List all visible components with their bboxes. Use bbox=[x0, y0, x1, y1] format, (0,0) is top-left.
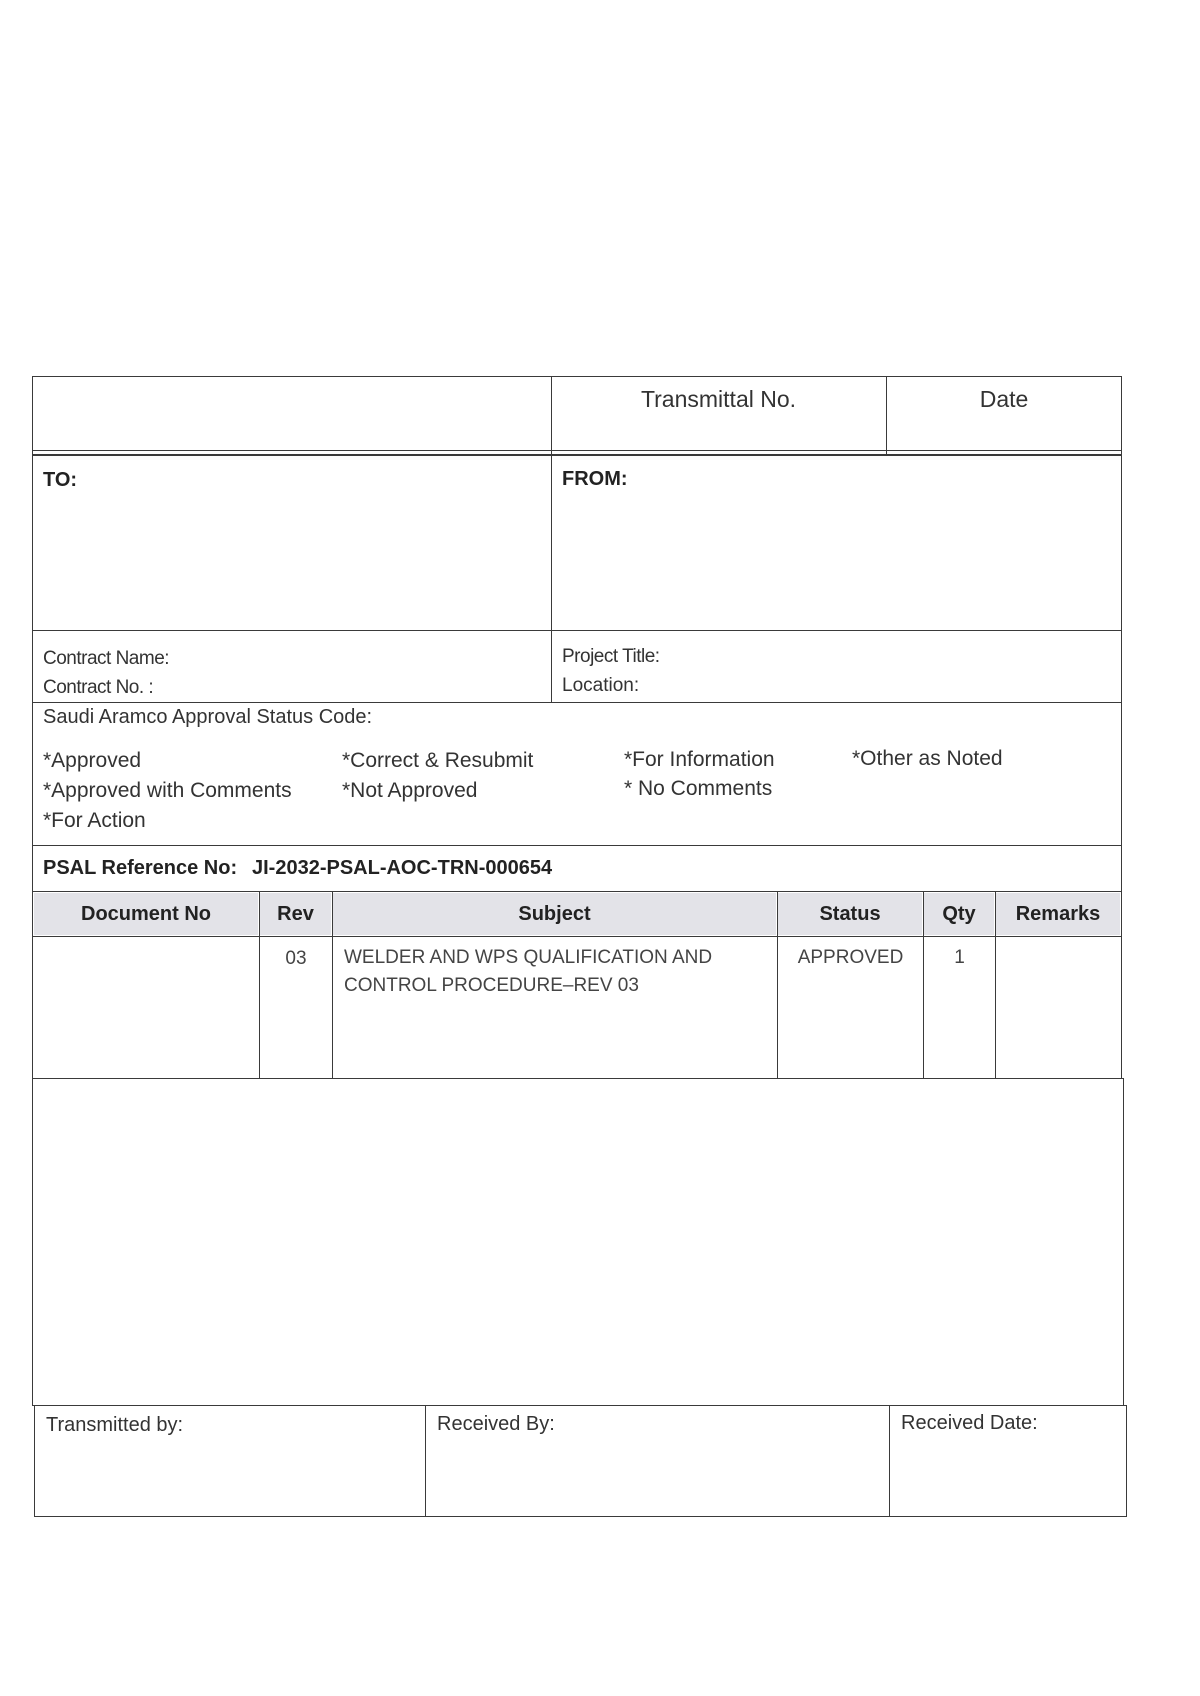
status-code-other-as-noted: *Other as Noted bbox=[852, 747, 1003, 770]
transmittal-no-label: Transmittal No. bbox=[640, 386, 797, 412]
status-code-title: Saudi Aramco Approval Status Code: bbox=[43, 706, 373, 728]
status-code-for-action: *For Action bbox=[43, 809, 146, 832]
status-code-not-approved: *Not Approved bbox=[342, 779, 478, 802]
received-date-label: Received Date: bbox=[901, 1412, 1038, 1434]
contract-name-label: Contract Name: bbox=[43, 648, 170, 669]
status-code-no-comments: * No Comments bbox=[624, 777, 773, 800]
col-header-rev: Rev bbox=[260, 893, 331, 935]
status-code-approved: *Approved bbox=[43, 749, 142, 772]
transmittal-form bbox=[32, 376, 1122, 1516]
location-label: Location: bbox=[562, 675, 640, 696]
cell-status: APPROVED bbox=[797, 947, 904, 968]
date-label: Date bbox=[979, 386, 1029, 412]
received-by-label: Received By: bbox=[437, 1413, 555, 1435]
cell-qty: 1 bbox=[954, 947, 965, 968]
transmitted-by-label: Transmitted by: bbox=[46, 1414, 184, 1436]
contract-no-label: Contract No. : bbox=[43, 677, 154, 698]
from-label: FROM: bbox=[562, 468, 628, 490]
psal-reference-label: PSAL Reference No: bbox=[43, 857, 238, 879]
col-header-status: Status bbox=[778, 893, 922, 935]
col-header-remarks: Remarks bbox=[996, 893, 1120, 935]
status-code-approved-with-comments: *Approved with Comments bbox=[43, 779, 292, 802]
cell-subject-line-1: WELDER AND WPS QUALIFICATION AND bbox=[344, 947, 713, 968]
status-code-correct-resubmit: *Correct & Resubmit bbox=[342, 749, 534, 772]
col-header-qty: Qty bbox=[924, 893, 994, 935]
to-label: TO: bbox=[43, 469, 78, 491]
col-header-subject: Subject bbox=[333, 893, 776, 935]
status-code-for-information: *For Information bbox=[624, 748, 775, 771]
cell-subject-line-2: CONTROL PROCEDURE–REV 03 bbox=[344, 975, 639, 996]
blank-content-area bbox=[32, 1078, 1124, 1406]
project-title-label: Project Title: bbox=[562, 646, 660, 667]
cell-rev: 03 bbox=[285, 948, 307, 969]
col-header-document-no: Document No bbox=[34, 893, 258, 935]
psal-reference-value: JI-2032-PSAL-AOC-TRN-000654 bbox=[252, 857, 553, 879]
